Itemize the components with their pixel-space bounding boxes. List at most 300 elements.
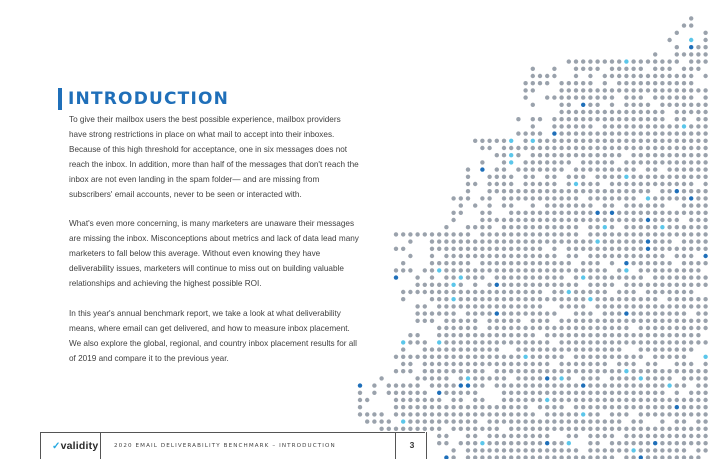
pattern-dot <box>696 110 700 114</box>
pattern-dot <box>588 139 592 143</box>
pattern-dot <box>523 131 527 135</box>
pattern-dot <box>509 153 513 157</box>
pattern-dot <box>473 203 477 207</box>
pattern-dot <box>653 326 657 330</box>
pattern-dot <box>545 160 549 164</box>
pattern-dot <box>372 412 376 416</box>
pattern-dot <box>509 283 513 287</box>
pattern-dot <box>408 239 412 243</box>
pattern-dot <box>423 376 427 380</box>
pattern-dot <box>559 124 563 128</box>
pattern-dot <box>639 347 643 351</box>
pattern-dot <box>646 427 650 431</box>
pattern-dot <box>660 391 664 395</box>
pattern-dot <box>552 455 556 459</box>
pattern-dot <box>581 311 585 315</box>
pattern-dot <box>682 88 686 92</box>
pattern-dot <box>631 383 635 387</box>
pattern-dot <box>502 398 506 402</box>
pattern-dot <box>408 268 412 272</box>
pattern-dot <box>567 297 571 301</box>
pattern-dot <box>646 218 650 222</box>
pattern-dot <box>581 146 585 150</box>
pattern-dot <box>610 376 614 380</box>
pattern-dot <box>639 304 643 308</box>
pattern-dot <box>631 261 635 265</box>
pattern-dot <box>653 311 657 315</box>
pattern-dot <box>523 362 527 366</box>
pattern-dot <box>603 211 607 215</box>
pattern-dot <box>466 247 470 251</box>
pattern-dot <box>401 268 405 272</box>
pattern-dot <box>531 340 535 344</box>
pattern-dot <box>559 297 563 301</box>
pattern-dot <box>567 146 571 150</box>
pattern-dot <box>667 311 671 315</box>
pattern-dot <box>588 74 592 78</box>
pattern-dot <box>502 405 506 409</box>
pattern-dot <box>538 117 542 121</box>
pattern-dot <box>595 225 599 229</box>
pattern-dot <box>523 261 527 265</box>
pattern-dot <box>531 124 535 128</box>
pattern-dot <box>631 74 635 78</box>
pattern-dot <box>581 362 585 366</box>
pattern-dot <box>610 355 614 359</box>
pattern-dot <box>588 146 592 150</box>
pattern-dot <box>595 434 599 438</box>
pattern-dot <box>495 448 499 452</box>
pattern-dot <box>703 304 707 308</box>
pattern-dot <box>451 290 455 294</box>
pattern-dot <box>480 247 484 251</box>
pattern-dot <box>639 412 643 416</box>
pattern-dot <box>509 261 513 265</box>
pattern-dot <box>487 412 491 416</box>
pattern-dot <box>552 290 556 294</box>
pattern-dot <box>653 333 657 337</box>
pattern-dot <box>639 434 643 438</box>
pattern-dot <box>394 427 398 431</box>
pattern-dot <box>574 131 578 135</box>
pattern-dot <box>495 261 499 265</box>
pattern-dot <box>639 391 643 395</box>
pattern-dot <box>408 362 412 366</box>
pattern-dot <box>437 427 441 431</box>
pattern-dot <box>495 283 499 287</box>
pattern-dot <box>631 117 635 121</box>
pattern-dot <box>552 247 556 251</box>
pattern-dot <box>459 340 463 344</box>
pattern-dot <box>660 383 664 387</box>
pattern-dot <box>466 275 470 279</box>
pattern-dot <box>516 362 520 366</box>
pattern-dot <box>595 67 599 71</box>
pattern-dot <box>567 427 571 431</box>
pattern-dot <box>682 211 686 215</box>
pattern-dot <box>696 427 700 431</box>
pattern-dot <box>552 175 556 179</box>
pattern-dot <box>437 326 441 330</box>
pattern-dot <box>559 261 563 265</box>
pattern-dot <box>552 117 556 121</box>
pattern-dot <box>459 196 463 200</box>
pattern-dot <box>639 455 643 459</box>
pattern-dot <box>552 412 556 416</box>
pattern-dot <box>516 398 520 402</box>
pattern-dot <box>495 347 499 351</box>
pattern-dot <box>667 59 671 63</box>
pattern-dot <box>552 261 556 265</box>
pattern-dot <box>502 254 506 258</box>
pattern-dot <box>545 218 549 222</box>
pattern-dot <box>624 218 628 222</box>
pattern-dot <box>430 247 434 251</box>
pattern-dot <box>703 283 707 287</box>
pattern-dot <box>653 455 657 459</box>
pattern-dot <box>617 398 621 402</box>
pattern-dot <box>538 398 542 402</box>
pattern-dot <box>631 131 635 135</box>
pattern-dot <box>523 427 527 431</box>
pattern-dot <box>451 448 455 452</box>
pattern-dot <box>653 347 657 351</box>
pattern-dot <box>538 268 542 272</box>
pattern-dot <box>588 182 592 186</box>
pattern-dot <box>365 419 369 423</box>
pattern-dot <box>574 167 578 171</box>
pattern-dot <box>444 311 448 315</box>
pattern-dot <box>595 427 599 431</box>
pattern-dot <box>603 383 607 387</box>
pattern-dot <box>495 254 499 258</box>
pattern-dot <box>480 196 484 200</box>
paragraph-3: In this year's annual benchmark report, we take a look at what deliverability means, where email can get delivered, and how to measure inbox placement. We also explore the global, regional, and country inbox placement results for all of 2019 and compare it to the previous year. <box>69 308 357 363</box>
pattern-dot <box>610 304 614 308</box>
pattern-dot <box>581 398 585 402</box>
pattern-dot <box>675 88 679 92</box>
pattern-dot <box>610 211 614 215</box>
pattern-dot <box>408 412 412 416</box>
pattern-dot <box>682 110 686 114</box>
pattern-dot <box>588 369 592 373</box>
pattern-dot <box>581 211 585 215</box>
pattern-dot <box>545 182 549 186</box>
pattern-dot <box>653 254 657 258</box>
pattern-dot <box>459 326 463 330</box>
pattern-dot <box>603 297 607 301</box>
pattern-dot <box>588 131 592 135</box>
pattern-dot <box>451 247 455 251</box>
pattern-dot <box>415 405 419 409</box>
pattern-dot <box>689 124 693 128</box>
pattern-dot <box>480 340 484 344</box>
pattern-dot <box>415 304 419 308</box>
pattern-dot <box>451 362 455 366</box>
pattern-dot <box>581 175 585 179</box>
pattern-dot <box>653 95 657 99</box>
pattern-dot <box>552 376 556 380</box>
pattern-dot <box>574 326 578 330</box>
pattern-dot <box>480 441 484 445</box>
pattern-dot <box>538 427 542 431</box>
pattern-dot <box>516 283 520 287</box>
pattern-dot <box>581 376 585 380</box>
pattern-dot <box>480 218 484 222</box>
pattern-dot <box>502 203 506 207</box>
pattern-dot <box>653 153 657 157</box>
pattern-dot <box>682 376 686 380</box>
pattern-dot <box>415 398 419 402</box>
pattern-dot <box>487 196 491 200</box>
pattern-dot <box>610 167 614 171</box>
pattern-dot <box>401 297 405 301</box>
pattern-dot <box>703 369 707 373</box>
pattern-dot <box>408 391 412 395</box>
pattern-dot <box>379 376 383 380</box>
pattern-dot <box>545 95 549 99</box>
pattern-dot <box>696 131 700 135</box>
pattern-dot <box>682 434 686 438</box>
pattern-dot <box>667 355 671 359</box>
pattern-dot <box>581 261 585 265</box>
pattern-dot <box>401 290 405 294</box>
pattern-dot <box>588 247 592 251</box>
pattern-dot <box>480 275 484 279</box>
pattern-dot <box>358 412 362 416</box>
pattern-dot <box>567 362 571 366</box>
pattern-dot <box>487 319 491 323</box>
pattern-dot <box>523 340 527 344</box>
pattern-dot <box>667 211 671 215</box>
pattern-dot <box>631 239 635 243</box>
pattern-dot <box>466 196 470 200</box>
pattern-dot <box>574 347 578 351</box>
pattern-dot <box>523 268 527 272</box>
pattern-dot <box>451 211 455 215</box>
pattern-dot <box>516 355 520 359</box>
pattern-dot <box>610 153 614 157</box>
pattern-dot <box>574 419 578 423</box>
pattern-dot <box>617 383 621 387</box>
pattern-dot <box>610 67 614 71</box>
pattern-dot <box>588 95 592 99</box>
pattern-dot <box>703 117 707 121</box>
pattern-dot <box>574 398 578 402</box>
pattern-dot <box>667 153 671 157</box>
pattern-dot <box>444 362 448 366</box>
pattern-dot <box>574 211 578 215</box>
pattern-dot <box>646 297 650 301</box>
pattern-dot <box>660 347 664 351</box>
pattern-dot <box>480 290 484 294</box>
pattern-dot <box>689 189 693 193</box>
pattern-dot <box>646 124 650 128</box>
pattern-dot <box>495 167 499 171</box>
pattern-dot <box>523 311 527 315</box>
pattern-dot <box>660 441 664 445</box>
pattern-dot <box>660 319 664 323</box>
pattern-dot <box>675 81 679 85</box>
pattern-dot <box>523 254 527 258</box>
pattern-dot <box>653 247 657 251</box>
pattern-dot <box>459 376 463 380</box>
pattern-dot <box>559 95 563 99</box>
pattern-dot <box>660 110 664 114</box>
pattern-dot <box>523 160 527 164</box>
pattern-dot <box>552 211 556 215</box>
pattern-dot <box>459 304 463 308</box>
pattern-dot <box>639 189 643 193</box>
pattern-dot <box>660 311 664 315</box>
pattern-dot <box>430 347 434 351</box>
pattern-dot <box>660 88 664 92</box>
pattern-dot <box>430 239 434 243</box>
pattern-dot <box>639 326 643 330</box>
pattern-dot <box>545 189 549 193</box>
pattern-dot <box>667 297 671 301</box>
pattern-dot <box>696 441 700 445</box>
pattern-dot <box>523 247 527 251</box>
pattern-dot <box>495 290 499 294</box>
pattern-dot <box>624 110 628 114</box>
pattern-dot <box>559 88 563 92</box>
pattern-dot <box>610 124 614 128</box>
pattern-dot <box>574 175 578 179</box>
pattern-dot <box>588 405 592 409</box>
pattern-dot <box>631 376 635 380</box>
pattern-dot <box>653 405 657 409</box>
pattern-dot <box>480 167 484 171</box>
pattern-dot <box>531 347 535 351</box>
pattern-dot <box>487 333 491 337</box>
pattern-dot <box>696 232 700 236</box>
pattern-dot <box>523 448 527 452</box>
pattern-dot <box>595 254 599 258</box>
pattern-dot <box>603 110 607 114</box>
pattern-dot <box>495 412 499 416</box>
pattern-dot <box>459 427 463 431</box>
pattern-dot <box>545 355 549 359</box>
pattern-dot <box>552 448 556 452</box>
pattern-dot <box>639 131 643 135</box>
pattern-dot <box>567 376 571 380</box>
pattern-dot <box>639 182 643 186</box>
pattern-dot <box>653 182 657 186</box>
pattern-dot <box>531 160 535 164</box>
pattern-dot <box>624 427 628 431</box>
pattern-dot <box>703 52 707 56</box>
pattern-dot <box>624 398 628 402</box>
pattern-dot <box>523 383 527 387</box>
pattern-dot <box>473 283 477 287</box>
pattern-dot <box>552 427 556 431</box>
pattern-dot <box>574 59 578 63</box>
pattern-dot <box>603 362 607 366</box>
pattern-dot <box>459 319 463 323</box>
pattern-dot <box>437 290 441 294</box>
pattern-dot <box>480 455 484 459</box>
pattern-dot <box>423 355 427 359</box>
pattern-dot <box>631 254 635 258</box>
pattern-dot <box>646 391 650 395</box>
pattern-dot <box>631 247 635 251</box>
pattern-dot <box>502 146 506 150</box>
pattern-dot <box>523 95 527 99</box>
pattern-dot <box>689 139 693 143</box>
footer-title: 2020 EMAIL DELIVERABILITY BENCHMARK – INTRODUCTION <box>114 443 336 449</box>
pattern-dot <box>567 59 571 63</box>
pattern-dot <box>559 189 563 193</box>
pattern-dot <box>689 175 693 179</box>
pattern-dot <box>538 189 542 193</box>
pattern-dot <box>495 218 499 222</box>
pattern-dot <box>639 232 643 236</box>
pattern-dot <box>444 376 448 380</box>
pattern-dot <box>703 59 707 63</box>
pattern-dot <box>581 131 585 135</box>
pattern-dot <box>552 333 556 337</box>
pattern-dot <box>502 369 506 373</box>
pattern-dot <box>617 211 621 215</box>
pattern-dot <box>574 182 578 186</box>
heading-accent-bar <box>58 88 62 110</box>
pattern-dot <box>415 232 419 236</box>
pattern-dot <box>689 232 693 236</box>
pattern-dot <box>473 398 477 402</box>
pattern-dot <box>567 290 571 294</box>
pattern-dot <box>703 254 707 258</box>
pattern-dot <box>545 340 549 344</box>
pattern-dot <box>531 239 535 243</box>
pattern-dot <box>487 326 491 330</box>
pattern-dot <box>567 196 571 200</box>
pattern-dot <box>675 95 679 99</box>
pattern-dot <box>660 95 664 99</box>
pattern-dot <box>682 160 686 164</box>
pattern-dot <box>581 455 585 459</box>
pattern-dot <box>545 196 549 200</box>
pattern-dot <box>603 311 607 315</box>
pattern-dot <box>559 103 563 107</box>
pattern-dot <box>523 182 527 186</box>
pattern-dot <box>667 196 671 200</box>
pattern-dot <box>523 297 527 301</box>
pattern-dot <box>588 448 592 452</box>
pattern-dot <box>423 232 427 236</box>
pattern-dot <box>473 369 477 373</box>
pattern-dot <box>667 412 671 416</box>
pattern-dot <box>660 247 664 251</box>
pattern-dot <box>552 283 556 287</box>
pattern-dot <box>444 419 448 423</box>
pattern-dot <box>487 297 491 301</box>
pattern-dot <box>624 434 628 438</box>
pattern-dot <box>675 59 679 63</box>
pattern-dot <box>423 398 427 402</box>
pattern-dot <box>682 448 686 452</box>
pattern-dot <box>581 203 585 207</box>
pattern-dot <box>689 131 693 135</box>
pattern-dot <box>617 304 621 308</box>
pattern-dot <box>394 275 398 279</box>
pattern-dot <box>617 239 621 243</box>
pattern-dot <box>495 369 499 373</box>
pattern-dot <box>624 362 628 366</box>
pattern-dot <box>646 383 650 387</box>
pattern-dot <box>408 383 412 387</box>
pattern-dot <box>581 167 585 171</box>
